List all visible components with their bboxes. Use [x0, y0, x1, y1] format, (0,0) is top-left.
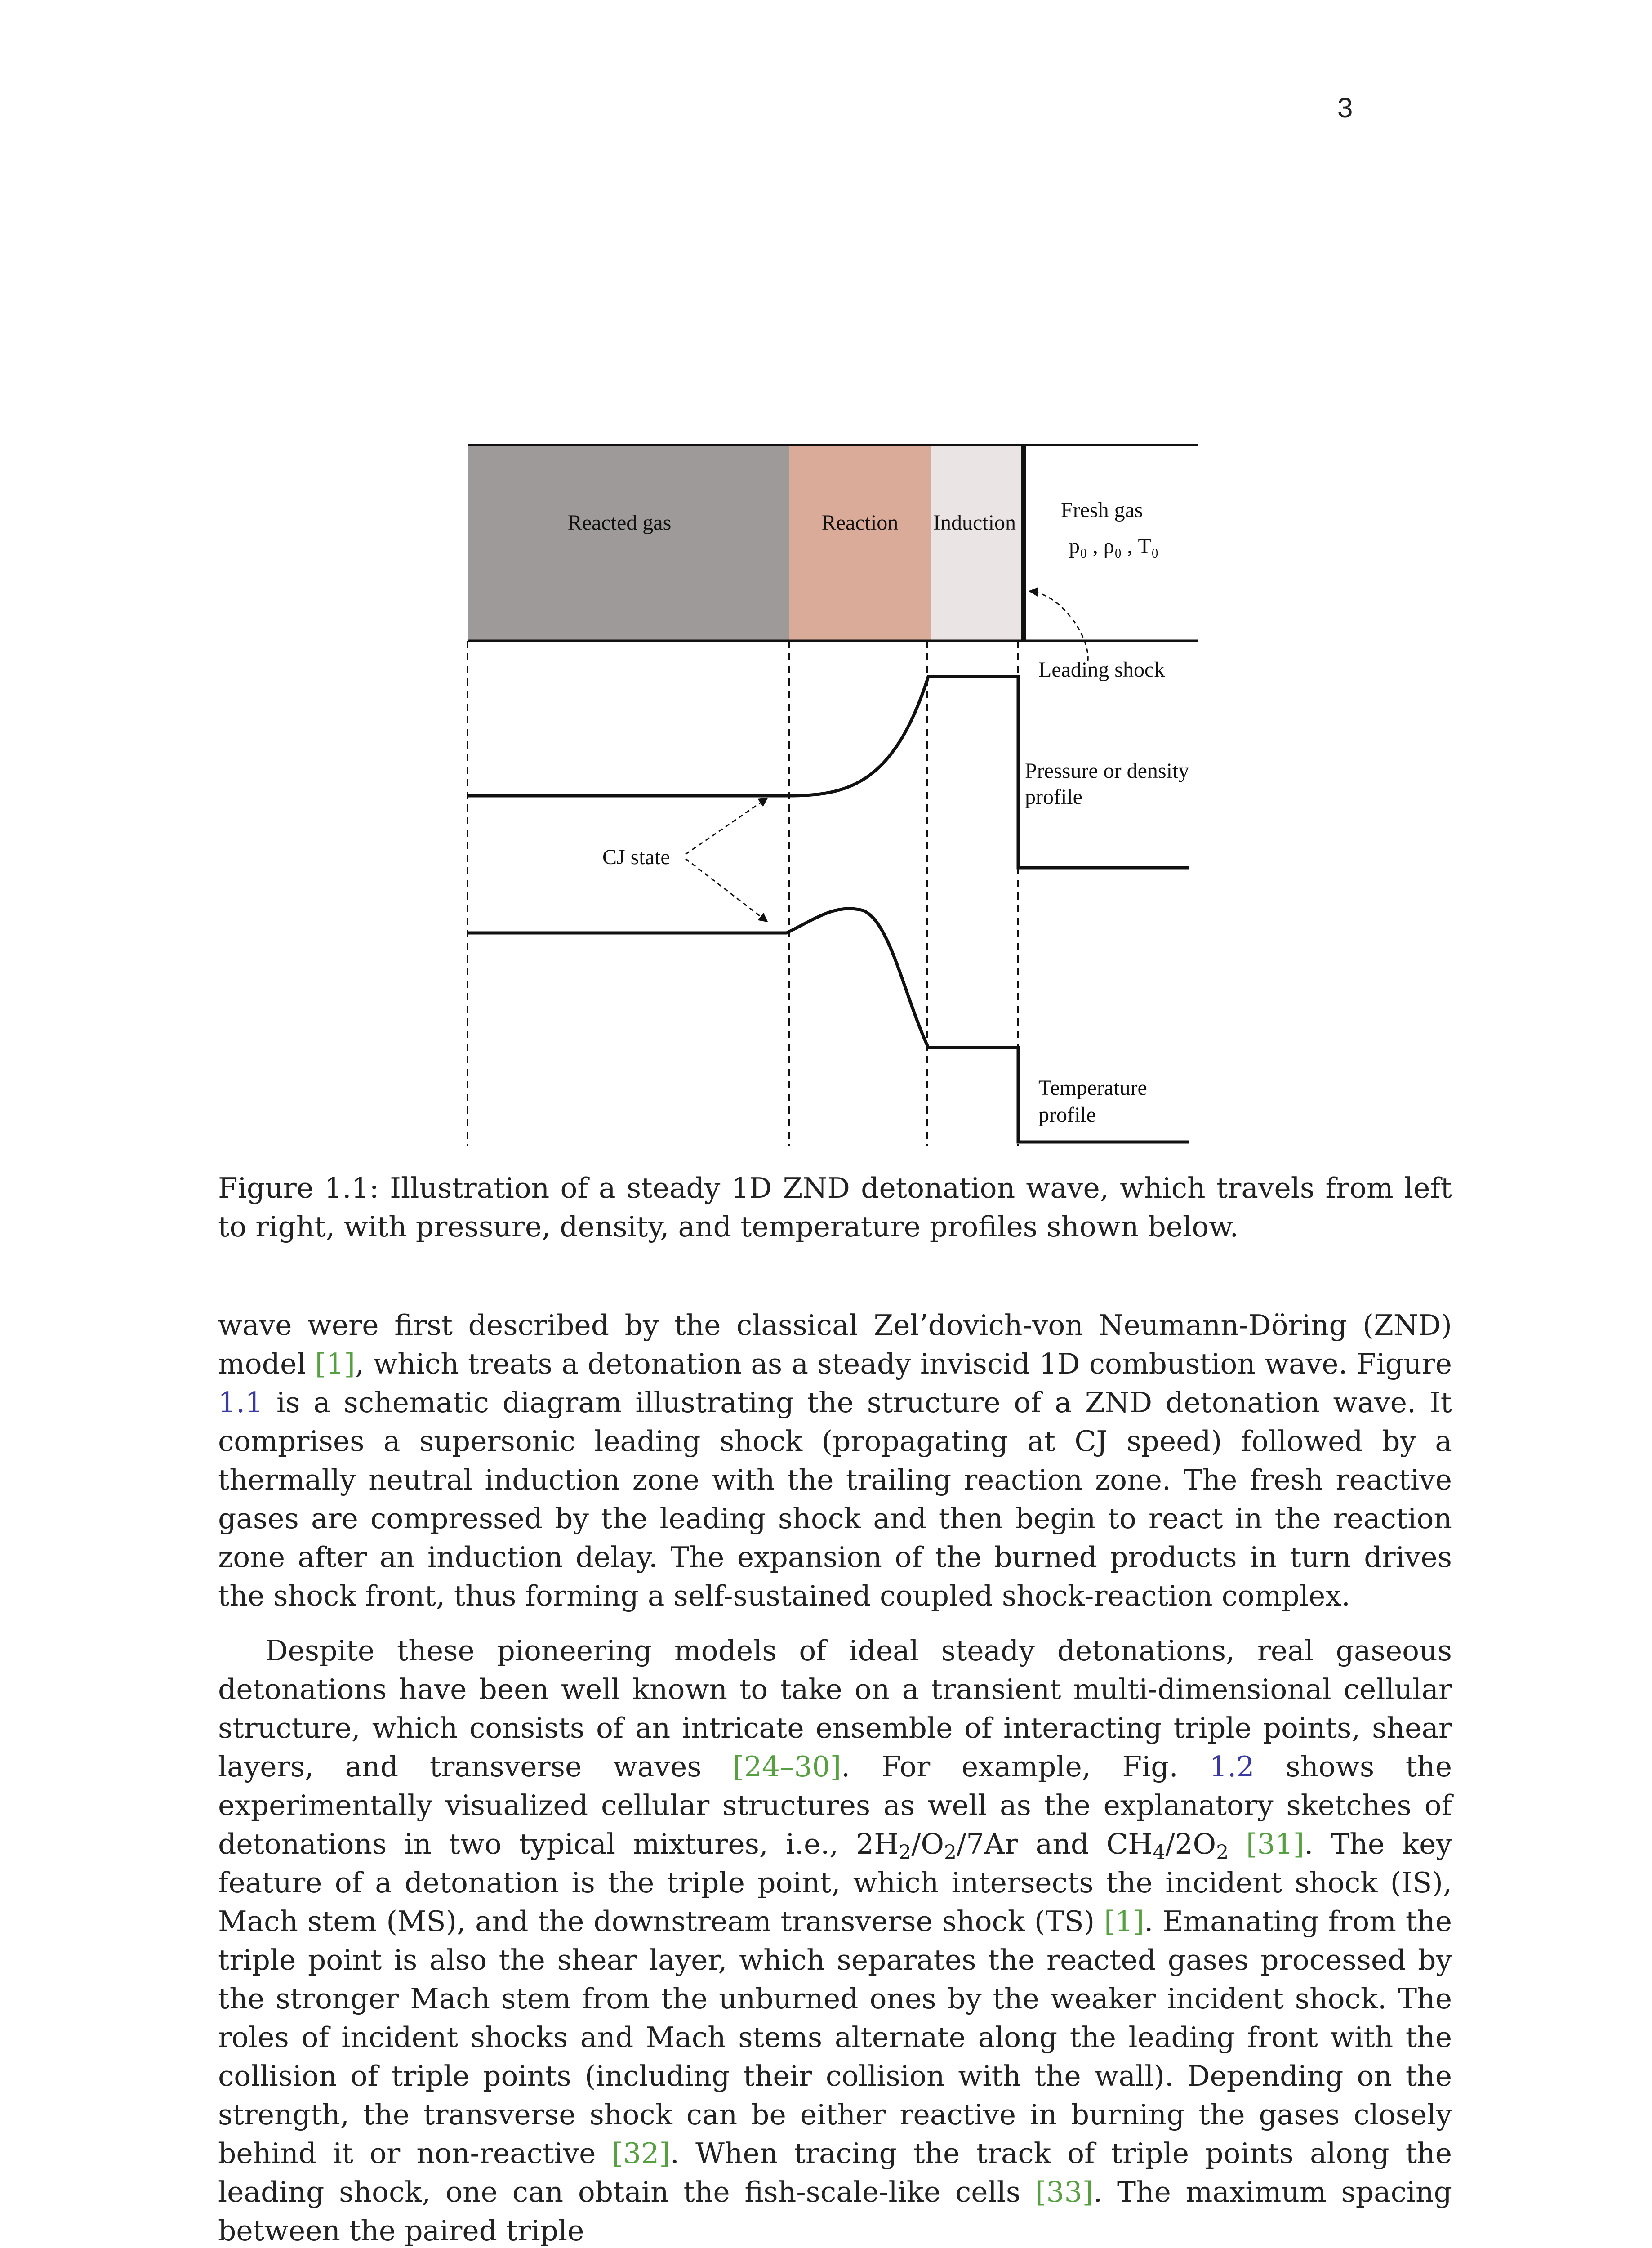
text-run: , which treats a detonation as a steady inviscid 1D combustion wave. Figure [355, 1347, 1452, 1380]
label-cj-state: CJ state [602, 845, 670, 869]
text-run [1229, 1828, 1246, 1860]
text-run: . Emanating from the triple point is also the shear layer, which separates the reacted gases processed by the stronger Mach stem from the unburned ones by the weaker incident shock. The roles of incident shocks and Mach stems alternate along the leading front with the collision of triple points (including their collision with the wall). Depending on the strength, the transverse shock can be either reactive in burning the gases closely behind it or non-reactive [218, 1905, 1452, 2170]
induction-zone [931, 445, 1023, 641]
cj-arrow-upper [686, 798, 767, 854]
paragraph-1 [218, 1306, 1452, 1615]
citation-link[interactable]: [33] [1035, 2176, 1094, 2208]
subscript: 2 [899, 1841, 912, 1864]
citation-link[interactable]: [31] [1246, 1828, 1305, 1860]
reaction-zone [789, 445, 931, 641]
citation-link[interactable]: [1] [315, 1347, 355, 1380]
text-run: /O [911, 1828, 944, 1860]
figure-caption [218, 1169, 1452, 1246]
page-number: 3 [1337, 93, 1353, 124]
label-induction: Induction [933, 511, 1016, 535]
label-pressure-line1: Pressure or density [1025, 759, 1189, 783]
label-fresh-gas-state: p₀ , ρ₀ , T₀ [1069, 534, 1159, 558]
text-run: wave were first described by the classical Zel’dovich-von Neumann-Döring (ZND) model [218, 1309, 1452, 1380]
figure-ref-link[interactable]: 1.2 [1209, 1750, 1255, 1783]
label-reacted-gas: Reacted gas [567, 511, 672, 535]
text-run: /7Ar and CH [957, 1828, 1153, 1860]
citation-link[interactable]: [32] [612, 2137, 670, 2170]
caption-text: Illustration of a steady 1D ZND detonation wave, which travels from left to right, with pressure, density, and temperature profiles shown below. [218, 1172, 1452, 1243]
cj-arrow-lower [686, 859, 767, 922]
leading-shock-arrow [1029, 591, 1088, 661]
text-run: /2O [1165, 1828, 1216, 1860]
text-run: shows the experimentally visualized cellular structures as well as the explanatory sketches of detonations in two typical mixtures, i.e., 2H [218, 1750, 1452, 1860]
text-run: . When tracing the track of triple points along the leading shock, one can obtain the fish-scale-like cells [218, 2137, 1452, 2208]
citation-link[interactable]: [24–30] [733, 1750, 842, 1783]
label-temperature-line1: Temperature [1038, 1076, 1147, 1100]
subscript: 2 [1216, 1841, 1229, 1864]
text-run: is a schematic diagram illustrating the structure of a ZND detonation wave. It comprises a supersonic leading shock (propagating at CJ speed) followed by a thermally neutral induction zone with the trailing reaction zone. The fresh reactive gases are compressed by the leading shock and then begin to react in the reaction zone after an induction delay. The expansion of the burned products in turn drives the shock front, thus forming a self-sustained coupled shock-reaction complex. [218, 1386, 1452, 1612]
text-run: Despite these pioneering models of ideal steady detonations, real gaseous detonations have been well known to take on a transient multi-dimensional cellular structure, which consists of an intricate ensemble of interacting triple points, shear layers, and transverse waves [218, 1634, 1452, 1783]
caption-label: Figure 1.1: [218, 1172, 379, 1204]
paragraph-2 [218, 1632, 1452, 2248]
znd-diagram [450, 423, 1214, 1160]
label-pressure-line2: profile [1025, 785, 1082, 809]
label-temperature-line2: profile [1038, 1103, 1096, 1127]
text-run: . The maximum spacing between the paired triple [218, 2176, 1452, 2247]
label-reaction: Reaction [821, 511, 899, 535]
subscript: 4 [1153, 1841, 1166, 1864]
label-fresh-gas: Fresh gas [1061, 498, 1143, 522]
text-run: . For example, Fig. [841, 1750, 1210, 1783]
text-run: . The key feature of a detonation is the triple point, which intersects the incident shock (IS), Mach stem (MS), and the downstream transverse shock (TS) [218, 1828, 1452, 1938]
label-leading-shock: Leading shock [1038, 658, 1165, 682]
znd-figure [450, 423, 1214, 1160]
reacted-gas-zone [468, 445, 789, 641]
body-text [218, 1306, 1452, 2248]
figure-ref-link[interactable]: 1.1 [218, 1386, 263, 1419]
subscript: 2 [944, 1841, 957, 1864]
citation-link[interactable]: [1] [1104, 1905, 1144, 1938]
